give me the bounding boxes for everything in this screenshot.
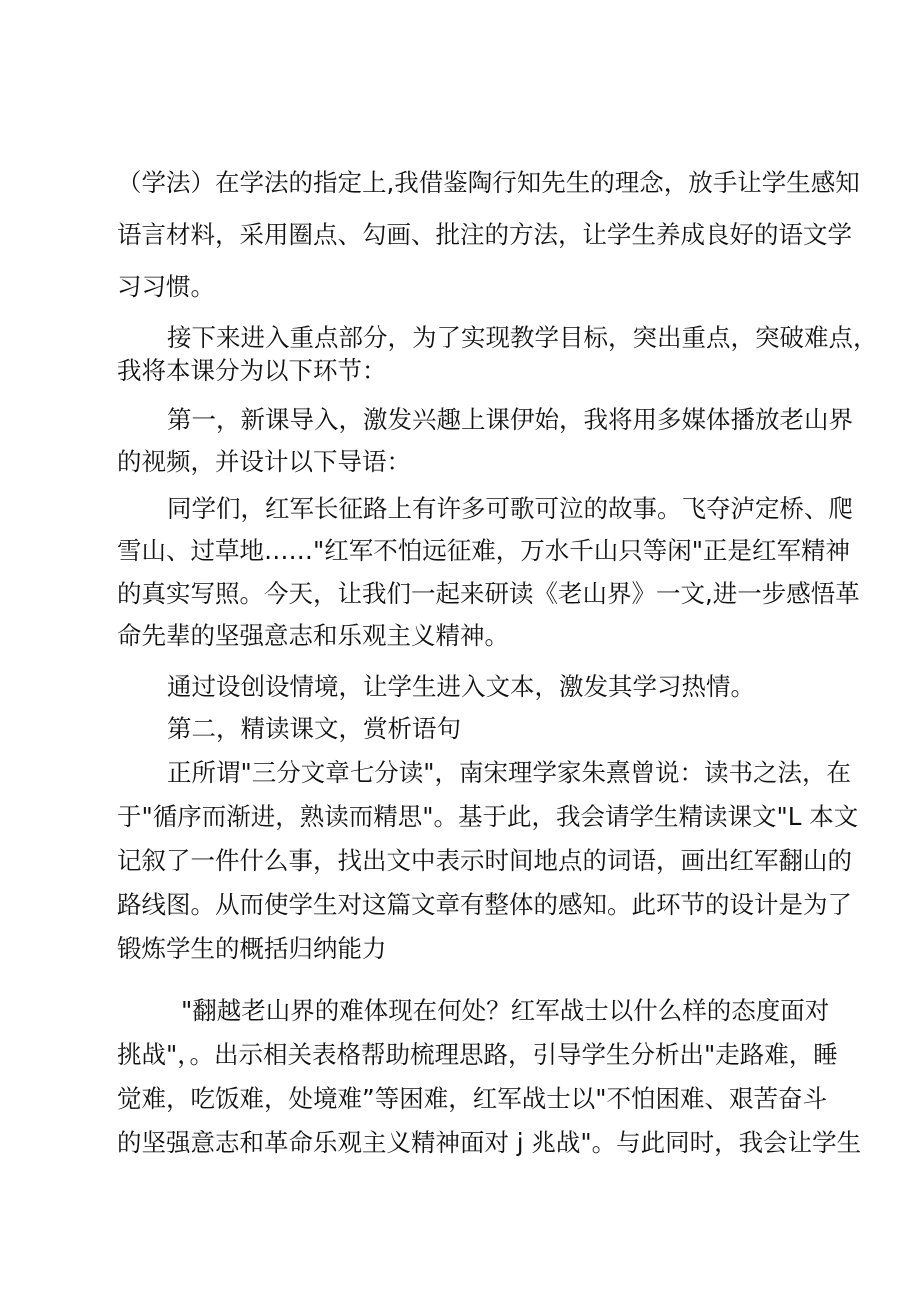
text-line: 我将本课分为以下环节： — [117, 356, 387, 385]
text-line: 于"循序而渐进，熟读而精思"。基于此，我会请学生精读课文"L 本文 — [117, 802, 859, 831]
text-line: 第一，新课导入，激发兴趣上课伊始，我将用多媒体播放老山界 — [167, 405, 853, 434]
text-line: 第二，精读课文，赏析语句 — [167, 714, 461, 743]
text-line: 习习惯。 — [117, 272, 215, 301]
text-line: 语言材料，采用圈点、勾画、批注的方法，让学生养成良好的语文学 — [117, 220, 852, 249]
text-line: 挑战"，。出示相关表格帮助梳理思路，引导学生分析出"走路难，睡 — [117, 1040, 838, 1069]
text-line: 正所谓"三分文章七分读"，南宋理学家朱熹曾说：读书之法，在 — [167, 758, 852, 787]
text-line: 通过设创设情境，让学生进入文本，激发其学习热情。 — [167, 672, 755, 701]
text-line: 的坚强意志和革命乐观主义精神面对 j 兆战"。与此同时，我会让学生 — [117, 1128, 862, 1157]
text-line: 命先辈的坚强意志和乐观主义精神。 — [117, 621, 509, 650]
text-line: 的视频，并设计以下导语： — [117, 447, 411, 476]
text-line: （学法）在学法的指定上,我借鉴陶行知先生的理念，放手让学生感知 — [117, 168, 860, 197]
text-line: 雪山、过草地……"红军不怕远征难，万水千山只等闲"正是红军精神 — [117, 536, 851, 565]
text-line: 路线图。从而使学生对这篇文章有整体的感知。此环节的设计是为了 — [117, 890, 852, 919]
text-line: 觉难，吃饭难，处境难”等困难，红军战士以"不怕困难、艰苦奋斗 — [117, 1084, 827, 1113]
text-line: 记叙了一件什么事，找出文中表示时间地点的词语，画出红军翻山的 — [117, 846, 852, 875]
text-line: 接下来进入重点部分，为了实现教学目标，突出重点，突破难点， — [167, 323, 878, 352]
text-line: "翻越老山界的难体现在何处？红军战士以什么样的态度面对 — [181, 996, 830, 1025]
text-line: 同学们，红军长征路上有许多可歌可泣的故事。飞夺泸定桥、爬 — [167, 494, 853, 523]
text-line: 锻炼学生的概括归纳能力 — [117, 934, 387, 963]
text-line: 的真实写照。今天，让我们一起来研读《老山界》一文,进一步感悟革 — [117, 579, 860, 608]
